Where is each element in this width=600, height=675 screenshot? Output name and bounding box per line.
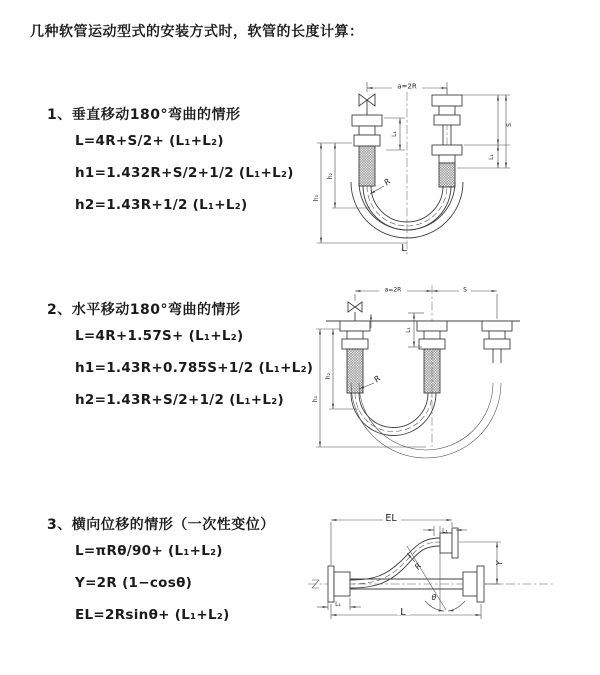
- d2-label-s: S: [463, 286, 467, 294]
- d1-label-l1-right: L₁: [488, 154, 495, 160]
- d1-label-r: R: [382, 176, 393, 188]
- d1-label-length: L: [401, 243, 407, 254]
- d2-l1-dimension: [371, 313, 424, 347]
- section2-formula-h1: h1=1.43R+0.785S+1/2 (L₁+L₂): [75, 360, 314, 376]
- section2-formula-L: L=4R+1.57S+ (L₁+L₂): [75, 328, 244, 344]
- d1-label-s: S: [506, 123, 513, 127]
- d1-label-l1: L₁: [391, 131, 398, 137]
- section1-formula-h2: h2=1.43R+1/2 (L₁+L₂): [75, 197, 248, 213]
- d1-label-h2: h₂: [327, 172, 334, 180]
- d3-left-flange: [328, 566, 350, 602]
- d3-l-dimension: [331, 604, 481, 619]
- section1-heading: 1、垂直移动180°弯曲的情形: [47, 107, 241, 123]
- section3-formula-EL: EL=2Rsinθ+ (L₁+L₂): [75, 607, 230, 623]
- d2-middle-pipe: [417, 321, 447, 393]
- d2-label-h2: h₂: [325, 372, 332, 380]
- section1-formula-h1: h1=1.432R+S/2+1/2 (L₁+L₂): [75, 165, 294, 181]
- d2-valve-icon: [348, 302, 362, 321]
- section3-formula-L: L=πRθ/90+ (L₁+L₂): [75, 543, 223, 559]
- d3-lower-right-flange: [463, 566, 484, 602]
- d3-label-l1-bottom: L₁: [335, 601, 341, 608]
- d2-label-l1: L₁: [405, 327, 412, 333]
- page-title: 几种软管运动型式的安装方式时，软管的长度计算：: [30, 24, 364, 40]
- d2-label-h1: h₁: [312, 395, 319, 403]
- d2-right-pipe: [482, 321, 512, 363]
- d3-label-l1-top: L₁: [442, 527, 448, 535]
- d1-valve-icon: [359, 94, 375, 115]
- d3-label-y: Y: [495, 560, 504, 566]
- d2-label-r: R: [372, 373, 383, 385]
- section2-formula-h2: h2=1.43R+S/2+1/2 (L₁+L₂): [75, 392, 284, 408]
- d1-left-pipe: [352, 115, 382, 186]
- d3-label-theta: θ: [431, 593, 437, 602]
- section2-heading: 2、水平移动180°弯曲的情形: [47, 302, 241, 318]
- section3-formula-Y: Y=2R (1−cosθ): [75, 575, 193, 591]
- d3-label-el: EL: [385, 513, 397, 524]
- d3-l1-bottom-dimension: [317, 598, 361, 610]
- d1-l1-dimension-left: [384, 118, 405, 150]
- d1-right-dimensions: [457, 95, 513, 168]
- d1-label-h1: h₁: [313, 194, 320, 202]
- diagram-horizontal-180-bend: [312, 281, 597, 465]
- d3-curved-hose: [350, 538, 440, 588]
- d1-label-a2r: a=2R: [397, 82, 417, 91]
- diagram-lateral-displacement: [303, 506, 599, 656]
- d2-label-a2r: a=2R: [384, 286, 402, 294]
- d2-top-dimensions: [355, 285, 497, 319]
- d3-label-l: L: [400, 607, 406, 618]
- d2-left-pipe: [340, 321, 370, 393]
- d3-label-r: R: [412, 561, 424, 572]
- diagram-vertical-180-bend: [312, 70, 590, 270]
- section1-formula-L: L=4R+S/2+ (L₁+L₂): [75, 133, 224, 149]
- section3-heading: 3、横向位移的情形（一次性变位）: [47, 517, 275, 533]
